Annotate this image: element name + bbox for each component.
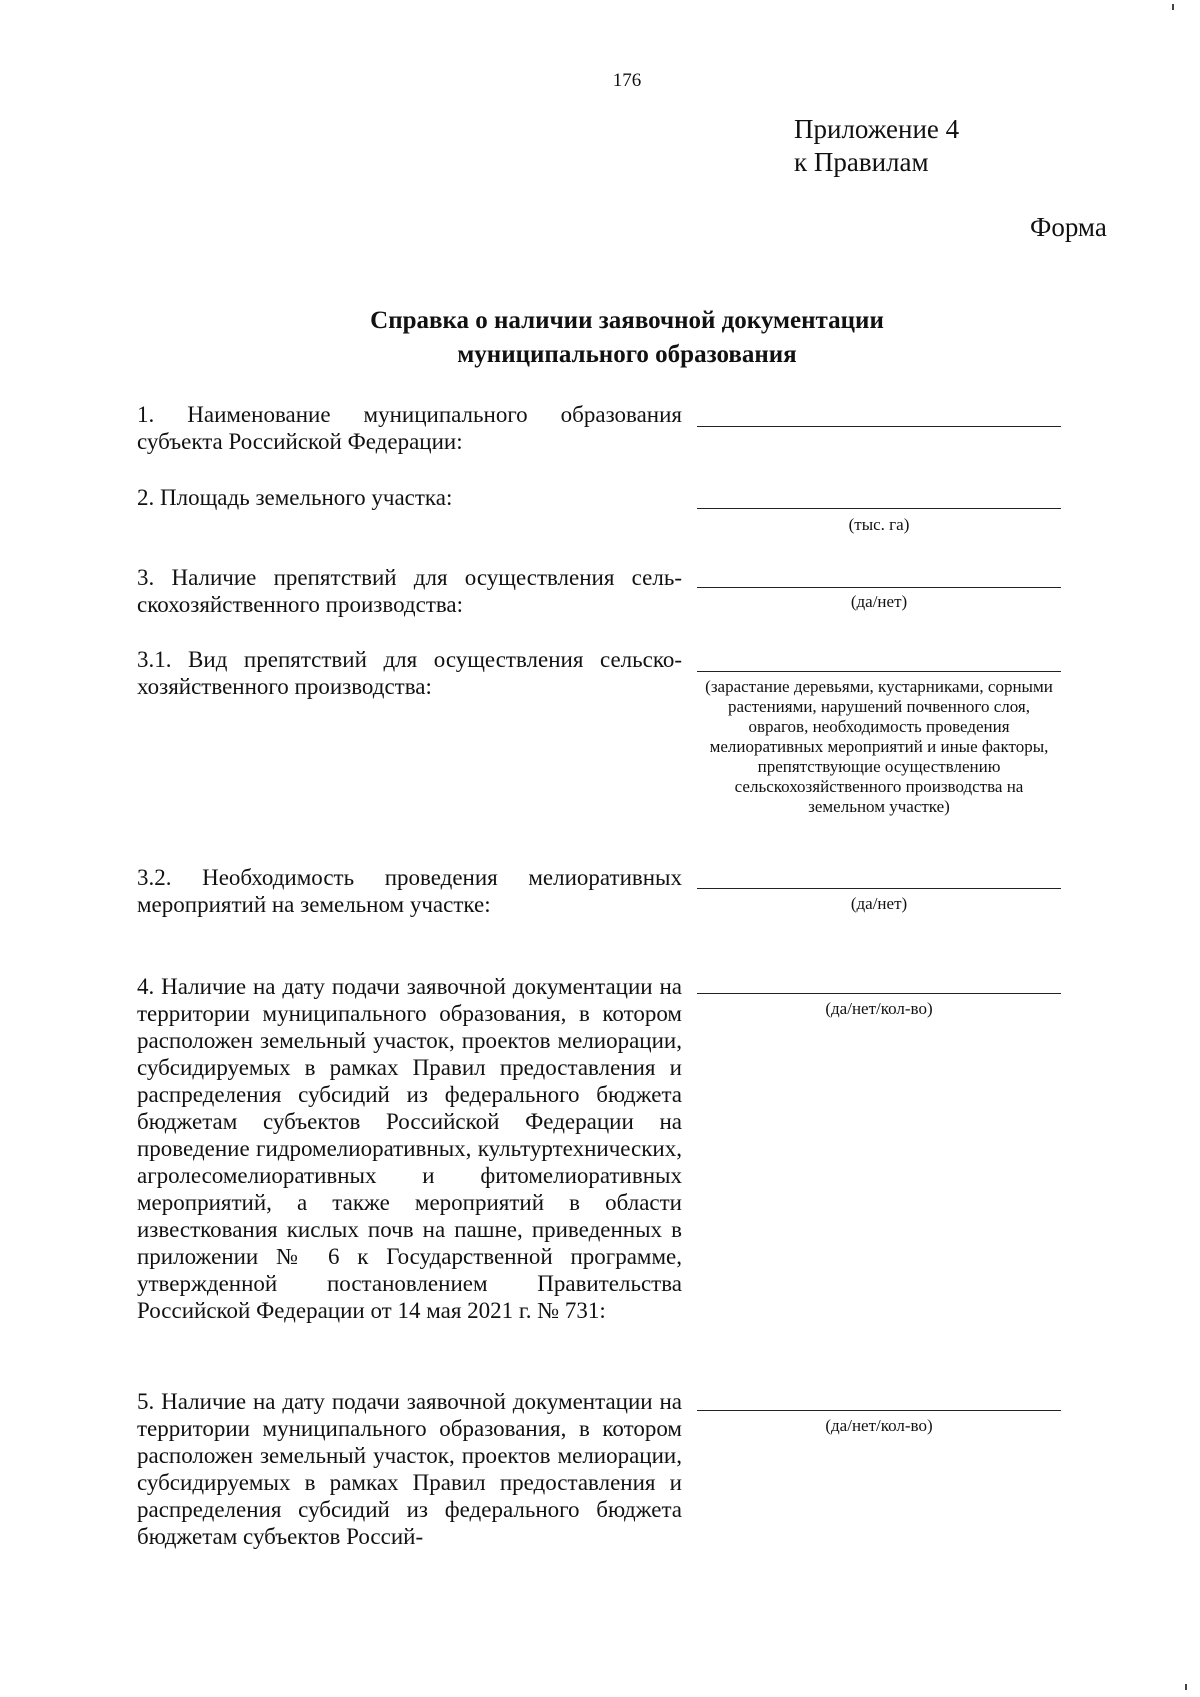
item-3-2-text: 3.2. Необходимость проведения мелиоративных мероприятий на земельном участке: xyxy=(137,865,682,917)
title-line-1: Справка о наличии заявочной документации xyxy=(370,307,884,334)
appendix-line-1: Приложение 4 xyxy=(794,114,960,144)
item-3-1-fill-line[interactable] xyxy=(697,671,1061,672)
item-5-hint: (да/нет/кол-во) xyxy=(825,1416,933,1435)
scan-speck xyxy=(1172,4,1174,10)
item-3-1-text: 3.1. Вид препятствий для осуществления сельско-хозяйственного производства: xyxy=(137,647,682,699)
item-4-text: 4. Наличие на дату подачи заявочной документации на территории муниципального образования, в котором расположен земельный участок, проектов мелиорации, субсидируемых в рамках Правил предоставления и распределения субсидий из федерального бюджета бюджетам субъектов Российской Федерации на проведение гидромелиоративных, культуртехнических, агролесомелиоративных и фитомелиоративных мероприятий, а также мероприятий в области известкования кислых почв на пашне, приведенных в приложении № 6 к Государственной программе, утвержденной постановлением Правительства Российской Федерации от 14 мая 2021 г. № 731: xyxy=(137,974,682,1323)
document-title xyxy=(120,304,1134,372)
item-3-2-hint: (да/нет) xyxy=(850,894,908,913)
item-3-1-hint: (зарастание деревьями, кустарниками, сорными растениями, нарушений почвенного слоя, оврагов, необходимость проведения мелиоративных мероприятий и иные факторы, препятствующие осуществлению сельскохозяйственного производства на земельном участке) xyxy=(705,677,1053,816)
appendix-reference xyxy=(794,113,959,179)
item-1-fill-line[interactable] xyxy=(697,426,1061,427)
item-3-text: 3. Наличие препятствий для осуществления сель-скохозяйственного производства: xyxy=(137,565,682,617)
item-4-hint: (да/нет/кол-во) xyxy=(825,999,933,1018)
item-2-text: 2. Площадь земельного участка: xyxy=(137,485,453,510)
appendix-line-2: к Правилам xyxy=(794,147,929,177)
item-2-fill-line[interactable] xyxy=(697,508,1061,509)
item-3-2-fill-line[interactable] xyxy=(697,888,1061,889)
item-1-text: 1. Наименование муниципального образования субъекта Российской Федерации: xyxy=(137,402,682,454)
form-label: Форма xyxy=(1030,212,1107,242)
item-5-text: 5. Наличие на дату подачи заявочной документации на территории муниципального образования, в котором расположен земельный участок, проектов мелиорации, субсидируемых в рамках Правил предоставления и распределения субсидий из федерального бюджета бюджетам субъектов Россий- xyxy=(137,1389,682,1549)
item-5-fill-line[interactable] xyxy=(697,1410,1061,1411)
item-3-hint: (да/нет) xyxy=(850,592,908,611)
item-4-fill-line[interactable] xyxy=(697,993,1061,994)
item-3-fill-line[interactable] xyxy=(697,587,1061,588)
scan-speck xyxy=(1185,1684,1187,1690)
item-2-hint: (тыс. га) xyxy=(848,515,910,534)
page-number: 176 xyxy=(612,70,642,91)
title-line-2: муниципального образования xyxy=(457,341,797,368)
